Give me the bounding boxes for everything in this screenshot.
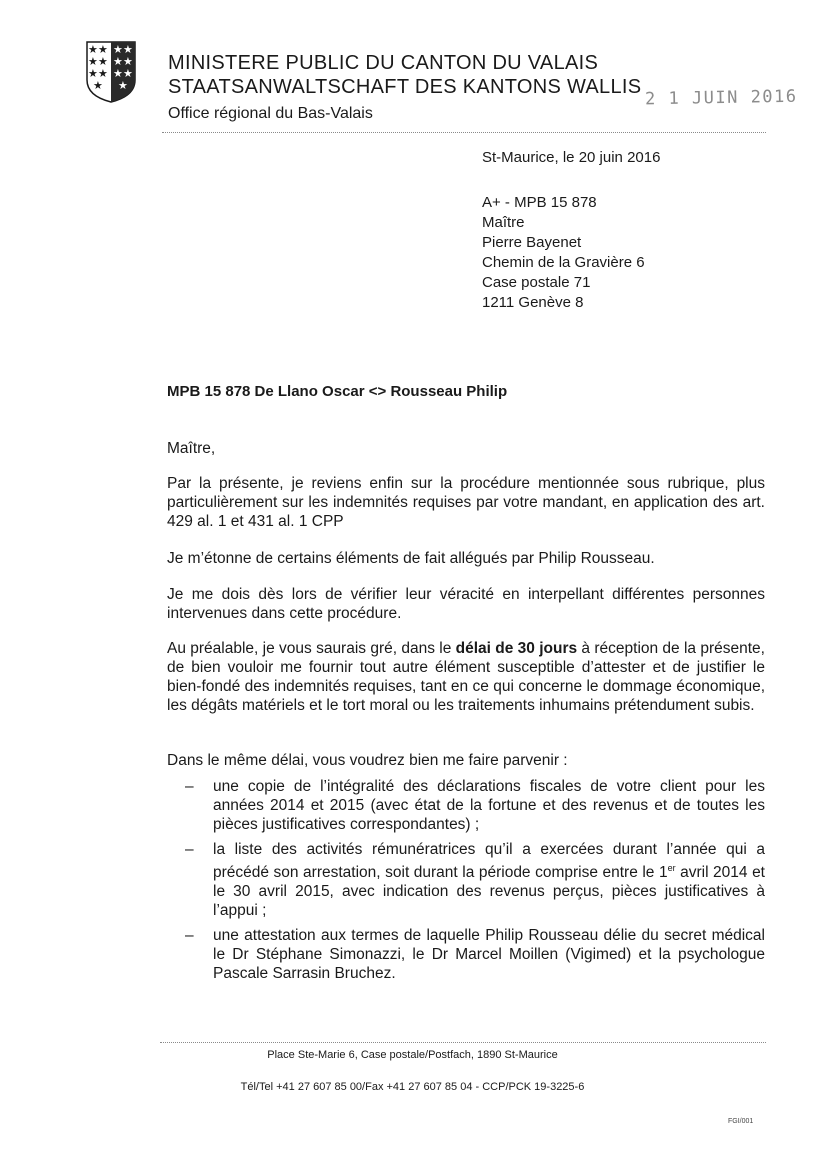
svg-text:★: ★	[88, 55, 98, 68]
svg-text:★: ★	[93, 79, 103, 92]
salutation: Maître,	[167, 440, 216, 457]
list-item	[167, 777, 765, 834]
received-date-stamp: 2 1 JUIN 2016	[644, 86, 798, 110]
list-item-text-part: la liste des activités rémunératrices qu’il a exercées durant l’année qui a précédé son arrestation, soit durant la période comprise entre le 1	[213, 841, 765, 882]
office-name: Office régional du Bas-Valais	[168, 105, 373, 122]
subject-line: MPB 15 878 De Llano Oscar <> Rousseau Philip	[167, 383, 508, 400]
letter-date: St-Maurice, le 20 juin 2016	[482, 149, 661, 166]
institution-name-de: STAATSANWALTSCHAFT DES KANTONS WALLIS	[168, 76, 642, 98]
institution-name-fr: MINISTERE PUBLIC DU CANTON DU VALAIS	[168, 52, 599, 74]
paragraph-text: à réception de la présente, de bien vouloir me fournir tout autre élément susceptible d’attester et de justifier le bien-fondé des indemnités requises, tant en ce qui concerne le dommage économique, les dégâts matériels et le tort moral ou les traitements inhumains prétendument subis.	[167, 640, 765, 714]
address-line: Chemin de la Gravière 6	[482, 254, 645, 271]
list-item	[167, 926, 765, 983]
paragraph: Je m’étonne de certains éléments de fait allégués par Philip Rousseau.	[167, 550, 655, 567]
svg-text:★: ★	[113, 55, 123, 68]
paragraph: Je me dois dès lors de vérifier leur véracité en interpellant différentes personnes intervenues dans cette procédure.	[167, 586, 765, 622]
list-item-text: une attestation aux termes de laquelle Philip Rousseau délie du secret médical le Dr Stéphane Simonazzi, le Dr Marcel Moillen (Vigimed) et la psychologue Pascale Sarrasin Bruchez.	[213, 927, 765, 983]
svg-text:★: ★	[123, 55, 133, 68]
address-line: A+ - MPB 15 878	[482, 194, 597, 211]
paragraph-deadline	[167, 639, 765, 715]
paragraph: Par la présente, je reviens enfin sur la procédure mentionnée sous rubrique, plus particulièrement sur les indemnités requises par votre mandant, en application des art. 429 al. 1 et 431 al. 1 CPP	[167, 475, 765, 530]
svg-text:★: ★	[98, 55, 108, 68]
paragraph-text: Au préalable, je vous saurais gré, dans le	[167, 640, 456, 657]
svg-text:★: ★	[88, 67, 98, 80]
valais-coat-of-arms-icon	[85, 40, 137, 104]
list-item-text	[213, 841, 765, 919]
svg-text:★: ★	[113, 67, 123, 80]
dash-bullet: –	[185, 841, 194, 858]
list-item-text: une copie de l’intégralité des déclarations fiscales de votre client pour les années 2014 et 2015 (avec état de la fortune et des revenus et de toutes les pièces justificatives correspondantes) ;	[213, 778, 765, 833]
svg-text:★: ★	[123, 43, 133, 56]
header-divider	[162, 132, 766, 133]
footer-divider	[160, 1042, 766, 1043]
svg-text:★: ★	[98, 67, 108, 80]
paragraph: Dans le même délai, vous voudrez bien me faire parvenir :	[167, 752, 568, 769]
svg-text:★: ★	[118, 79, 128, 92]
svg-text:★: ★	[123, 67, 133, 80]
footer-address: Place Ste-Marie 6, Case postale/Postfach, 1890 St-Maurice	[267, 1049, 558, 1061]
ordinal-suffix: er	[667, 863, 676, 873]
list-item	[167, 840, 765, 920]
address-line: Case postale 71	[482, 274, 591, 291]
deadline-emphasis: délai de 30 jours	[455, 640, 578, 657]
address-line: 1211 Genève 8	[482, 294, 584, 311]
svg-text:★: ★	[88, 43, 98, 56]
svg-text:★: ★	[113, 43, 123, 56]
form-code: FGI/001	[728, 1118, 754, 1125]
requested-documents-list	[167, 777, 765, 989]
recipient-address	[482, 193, 645, 313]
svg-text:★: ★	[98, 43, 108, 56]
address-line: Pierre Bayenet	[482, 234, 582, 251]
dash-bullet: –	[185, 778, 194, 795]
footer-contact: Tél/Tel +41 27 607 85 00/Fax +41 27 607 85 04 - CCP/PCK 19-3225-6	[240, 1081, 585, 1093]
address-line: Maître	[482, 214, 525, 231]
list-item-text-part: avril 2014 et le 30 avril 2015, avec indication des revenus perçus, pièces justificatives à l’appui ;	[213, 864, 765, 920]
dash-bullet: –	[185, 927, 194, 945]
